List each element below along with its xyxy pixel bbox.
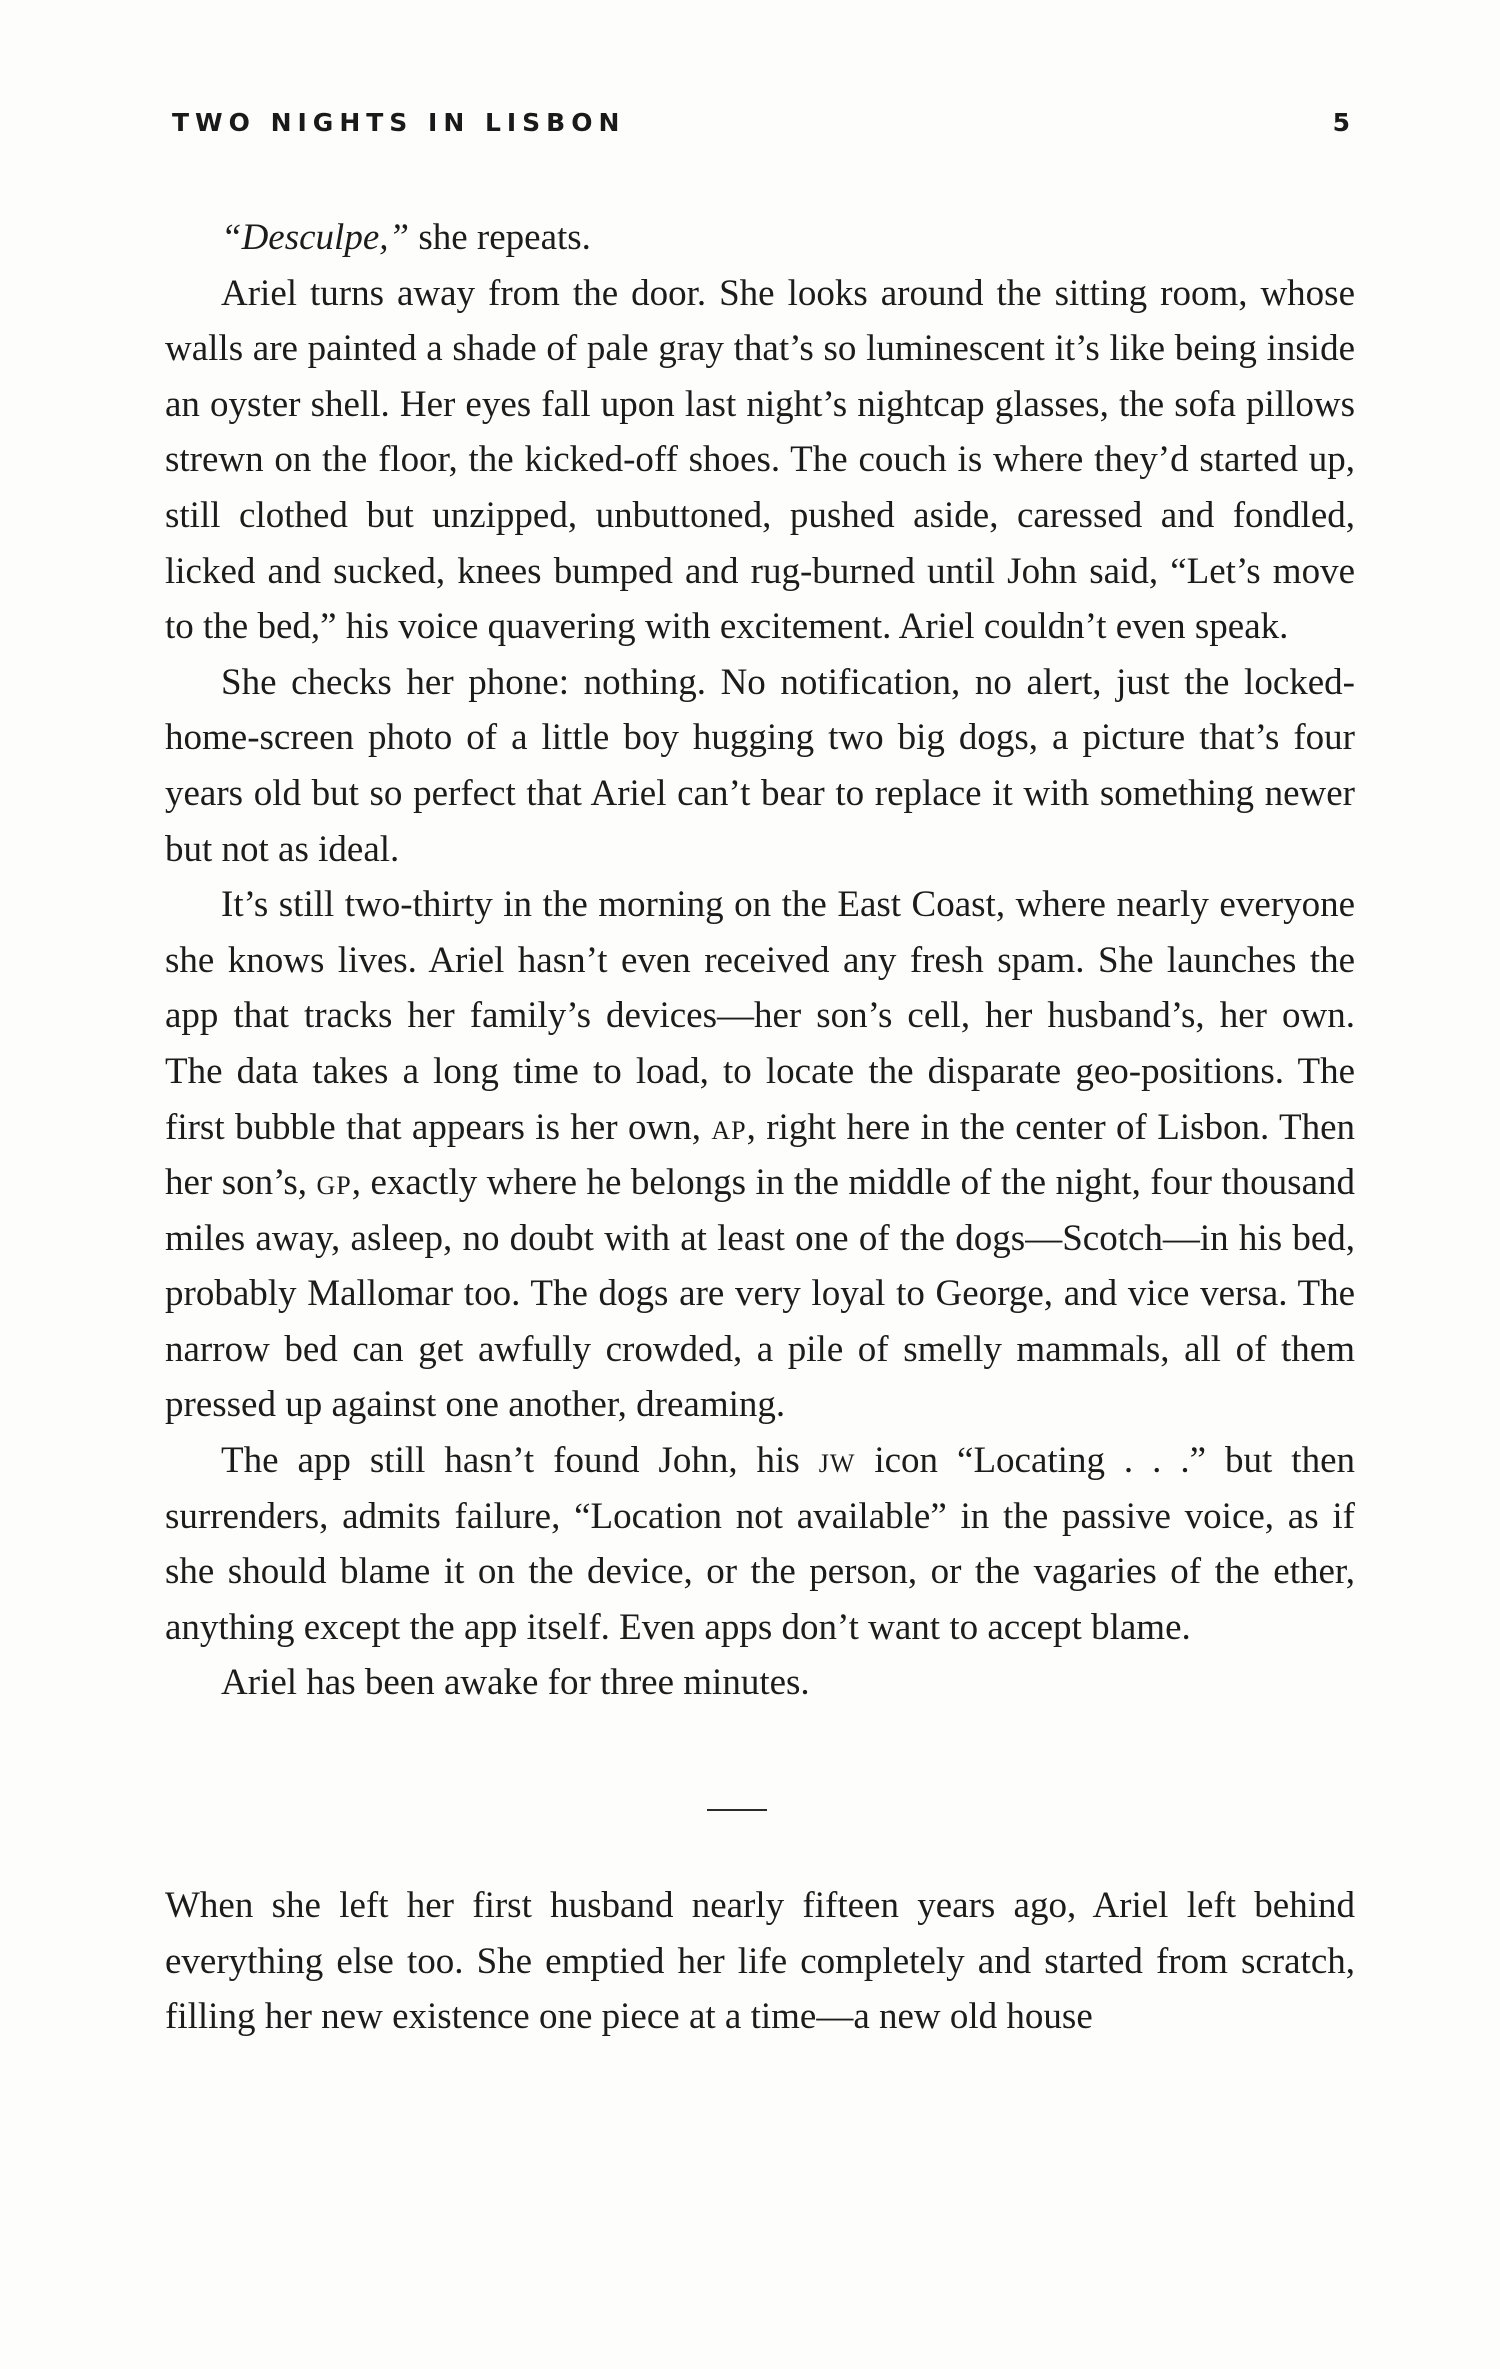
initials-jw: jw <box>818 1440 856 1482</box>
running-title: TWO NIGHTS IN LISBON <box>172 108 626 137</box>
page-number: 5 <box>1332 108 1350 137</box>
paragraph-text: icon “Locating . . .” but then surrenders, admits failure, “Location not available” in the passive voice, as if she should blame it on the device, or the person, or the vagaries of the ether, anything except the app itself. Even apps don’t want to accept blame. <box>165 1440 1355 1648</box>
paragraph-text: , right here in the center of Lisbon. Then her son’s, <box>165 1106 1355 1204</box>
body-text <box>165 210 1355 2045</box>
initials-ap: ap <box>711 1106 747 1148</box>
paragraph: Ariel turns away from the door. She looks around the sitting room, whose walls are painted a shade of pale gray that’s so luminescent it’s like being inside an oyster shell. Her eyes fall upon last night’s nightcap glasses, the sofa pillows strewn on the floor, the kicked-off shoes. The couch is where they’d started up, still clothed but unzipped, unbuttoned, pushed aside, caressed and fondled, licked and sucked, knees bumped and rug-burned until John said, “Let’s move to the bed,” his voice quavering with excitement. Ariel couldn’t even speak. <box>165 272 1355 648</box>
initials-gp: gp <box>316 1162 352 1204</box>
section-break <box>165 1711 1355 1878</box>
paragraph <box>165 1433 1355 1655</box>
paragraph-text: It’s still two-thirty in the morning on the East Coast, where nearly everyone she knows lives. Ariel hasn’t even received any fresh spam. She launches the app that tracks her family’s devices—her son’s cell, her husband’s, her own. The data takes a long time to load, to locate the disparate geo-positions. The first bubble that appears is her own, <box>165 884 1355 1148</box>
paragraph-text: The app still hasn’t found John, his <box>221 1440 819 1482</box>
paragraph: When she left her first husband nearly fifteen years ago, Ariel left behind everything else too. She emptied her life completely and started from scratch, filling her new existence one piece at a time—a new old house <box>165 1885 1355 2038</box>
paragraph <box>165 210 1355 266</box>
section-divider <box>707 1809 767 1811</box>
paragraph-text: she repeats. <box>409 217 591 258</box>
paragraph: She checks her phone: nothing. No notification, no alert, just the locked-home-screen photo of a little boy hugging two big dogs, a picture that’s four years old but so perfect that Ariel can’t bear to replace it with something newer but not as ideal. <box>165 661 1355 870</box>
italic-word: “Desculpe,” <box>221 217 410 258</box>
running-head <box>172 108 1350 148</box>
paragraph-text: , exactly where he belongs in the middle of the night, four thousand miles away, asleep, no doubt with at least one of the dogs—Scotch—in his bed, probably Mallomar too. The dogs are very loyal to George, and vice versa. The narrow bed can get awfully crowded, a pile of smelly mammals, all of them pressed up against one another, dreaming. <box>165 1162 1355 1426</box>
paragraph: Ariel has been awake for three minutes. <box>221 1662 810 1704</box>
paragraph <box>165 877 1355 1433</box>
